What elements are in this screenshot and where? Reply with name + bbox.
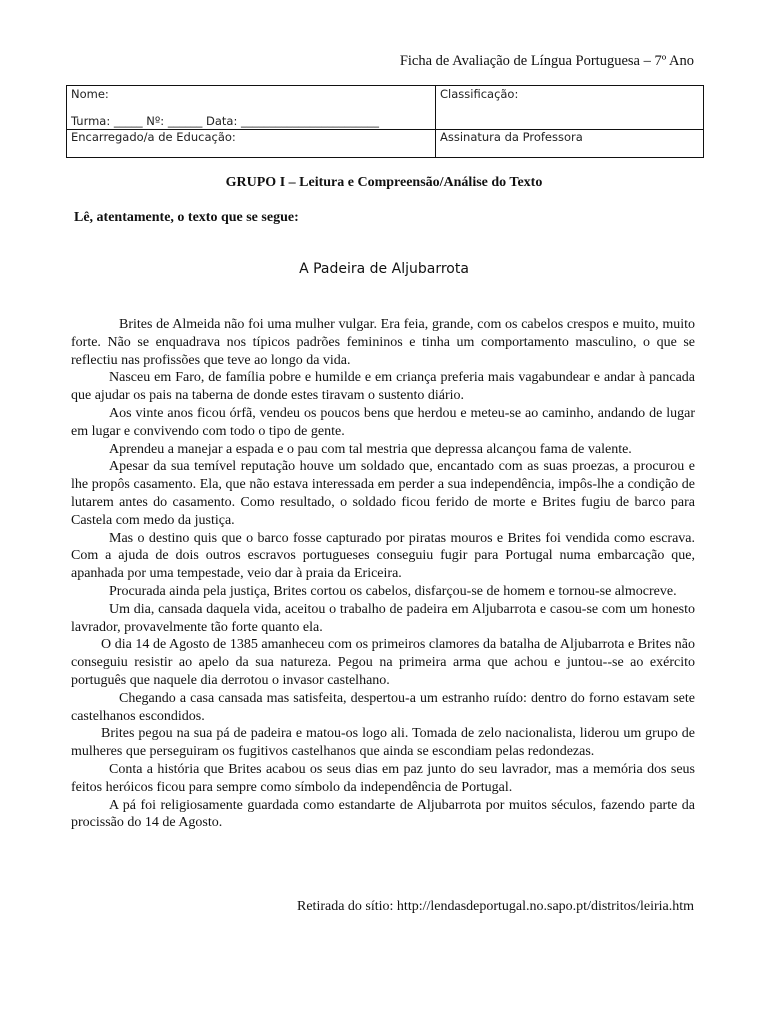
guardian-field-label: Encarregado/a de Educação: (71, 130, 236, 144)
table-column-divider (435, 86, 436, 157)
story-paragraph: Nasceu em Faro, de família pobre e humilde e em criança preferia mais vagabundear e andar à pancada que ajudar os pais na taberna de donde estes tiravam o sustento diário. (71, 370, 695, 404)
story-paragraph: Mas o destino quis que o barco fosse capturado por piratas mouros e Brites foi vendida como escrava. Com a ajuda de dois outros escravos portugueses conseguiu fugir para Portugal numa embarcação que, apanhada por uma tempestade, veio dar à praia da Ericeira. (71, 530, 695, 582)
reading-instruction: Lê, atentamente, o texto que se segue: (74, 210, 299, 225)
story-paragraph: Aprendeu a manejar a espada e o pau com tal mestria que depressa alcançou fama de valente. (109, 441, 632, 457)
worksheet-title: Ficha de Avaliação de Língua Portuguesa – 7º Ano (399, 53, 694, 69)
story-paragraph: Apesar da sua temível reputação houve um soldado que, encantado com as suas proezas, a procurou e lhe propôs casamento. Ela, que não estava interessada em perder a sua independência, impôs-lhe a condição de lutarem antes do casamento. Como resultado, o soldado ficou ferido de morte e Brites fugiu de barco para Castela com medo da justiça. (71, 459, 695, 528)
story-paragraph: Brites pegou na sua pá de padeira e matou-os logo ali. Tomada de zelo nacionalista, liderou um grupo de mulheres que perseguiram os fugitivos castelhanos que ainda se escondiam pelas redondezas. (71, 726, 695, 760)
classification-field-label: Classificação: (440, 87, 519, 101)
group-heading: GRUPO I – Leitura e Compreensão/Análise do Texto (225, 175, 543, 190)
story-paragraph: A pá foi religiosamente guardada como estandarte de Aljubarrota por muitos séculos, fazendo parte da procissão do 14 de Agosto. (71, 797, 695, 831)
story-paragraph: Chegando a casa cansada mas satisfeita, despertou-a um estranho ruído: dentro do forno estavam sete castelhanos escondidos. (71, 690, 695, 724)
story-paragraph: O dia 14 de Agosto de 1385 amanheceu com os primeiros clamores da batalha de Aljubarrota e Brites não conseguiu resistir ao apelo da sua natureza. Pegou na primeira arma que achou e juntou--se ao exército português que naquele dia derrotou o invasor castelhano. (71, 637, 695, 688)
source-citation: Retirada do sítio: http://lendasdeportugal.no.sapo.pt/distritos/leiria.htm (297, 899, 694, 914)
story-paragraph: Um dia, cansada daquela vida, aceitou o trabalho de padeira em Aljubarrota e casou-se com um honesto lavrador, provavelmente tão forte quanto ela. (71, 601, 695, 635)
story-body (71, 316, 695, 832)
name-field-label: Nome: (71, 87, 109, 101)
story-paragraph: Brites de Almeida não foi uma mulher vulgar. Era feia, grande, com os cabelos crespos e muito, muito forte. Não se enquadrava nos típicos padrões femininos e tinha um comportamento masculino, o que se reflectiu nas profissões que teve ao longo da vida. (71, 317, 695, 368)
class-number-date-line: Turma: _____ Nº: ______ Data: ________________________ (71, 114, 379, 128)
story-paragraph: Procurada ainda pela justiça, Brites cortou os cabelos, disfarçou-se de homem e tornou-se almocreve. (109, 583, 677, 599)
story-paragraph: Aos vinte anos ficou órfã, vendeu os poucos bens que herdou e meteu-se ao caminho, andando de lugar em lugar e convivendo com todo o tipo de gente. (71, 405, 695, 439)
story-title: A Padeira de Aljubarrota (299, 261, 469, 277)
teacher-signature-label: Assinatura da Professora (440, 130, 583, 144)
story-paragraph: Conta a história que Brites acabou os seus dias em paz junto do seu lavrador, mas a memória dos seus feitos heróicos ficou para sempre como símbolo da independência de Portugal. (71, 761, 695, 795)
student-info-table (66, 85, 704, 158)
